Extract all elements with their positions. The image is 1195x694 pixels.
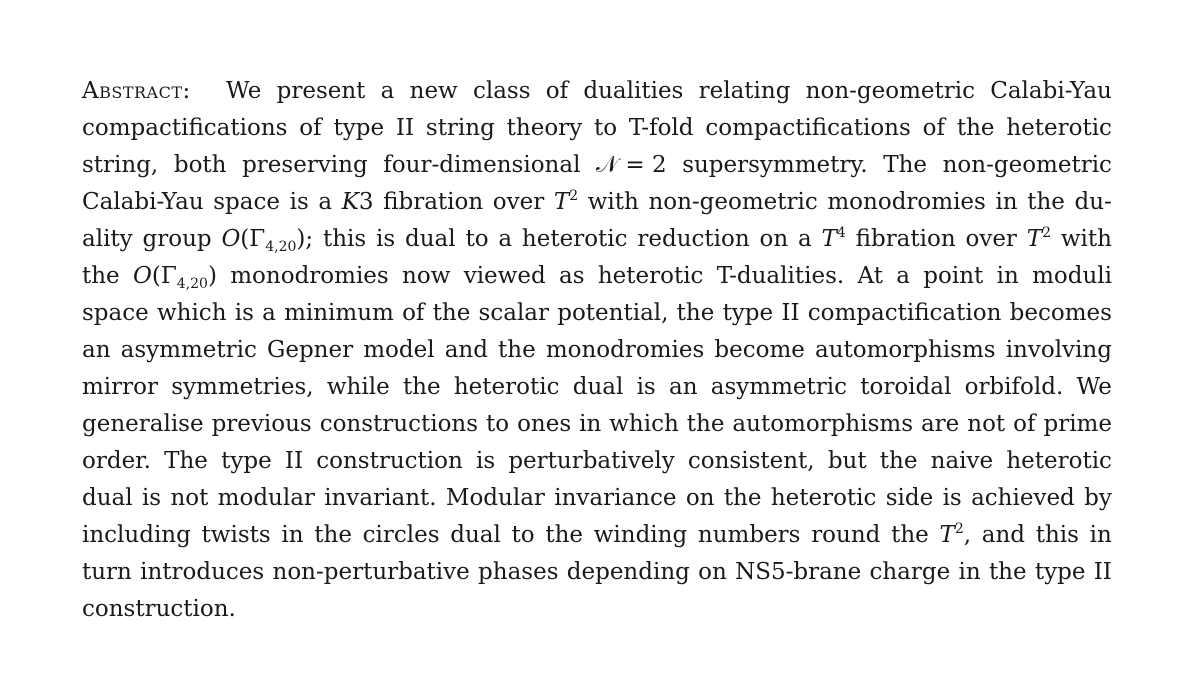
word: viewed	[463, 263, 546, 289]
word: reduction	[637, 226, 750, 252]
abstract-line-13	[82, 517, 1112, 554]
abstract-line-4	[82, 184, 1112, 221]
math-exponent: 2	[569, 188, 579, 204]
math-t2	[1027, 221, 1051, 258]
word: involving	[1005, 337, 1112, 363]
word: string	[425, 115, 495, 141]
abstract-line-1	[82, 73, 1112, 110]
word: the	[988, 559, 1027, 585]
word: non-geometric	[805, 78, 975, 104]
word: invariance	[554, 485, 677, 511]
word: but	[827, 448, 867, 474]
word: an	[669, 374, 698, 400]
word: in	[995, 189, 1018, 215]
word: is	[376, 226, 396, 252]
math-t2: $T^2$,	[939, 521, 972, 548]
word: compactifications	[82, 115, 288, 141]
word: model	[363, 337, 435, 363]
word: which	[156, 300, 227, 326]
abstract-line-6	[82, 258, 1112, 295]
word: this	[322, 226, 367, 252]
word: generalise	[82, 411, 204, 437]
word: achieved	[971, 485, 1075, 511]
math-symbol: )	[207, 263, 217, 289]
word: relating	[698, 78, 791, 104]
word: asymmetric	[120, 337, 257, 363]
abstract-line-5	[82, 221, 1112, 258]
word: depending	[566, 559, 690, 585]
word: is	[942, 485, 962, 511]
word: naive	[930, 448, 994, 474]
word: monodromies	[545, 337, 705, 363]
abstract-line-8	[82, 332, 1112, 369]
word: ality	[82, 226, 133, 252]
word: over	[492, 189, 545, 215]
word: prime	[1043, 411, 1112, 437]
word: of	[402, 300, 425, 326]
word: the	[498, 337, 536, 363]
word: modular	[217, 485, 315, 511]
word: to	[465, 226, 489, 252]
word: the	[879, 448, 918, 474]
math-symbol: T	[939, 522, 955, 548]
word: the	[432, 300, 471, 326]
word: of	[299, 115, 322, 141]
word: a	[318, 189, 333, 215]
word: is	[475, 448, 496, 474]
math-k3	[342, 184, 374, 221]
abstract-heading: Abstract:	[82, 78, 191, 104]
word: by	[1084, 485, 1112, 511]
word: in	[1089, 522, 1112, 548]
word: type	[722, 300, 774, 326]
word: in	[996, 263, 1019, 289]
math-symbol: )	[296, 226, 306, 252]
word: non-perturbative	[272, 559, 470, 585]
word: dual	[450, 522, 501, 548]
word: compactification	[807, 300, 1002, 326]
word: minimum	[284, 300, 394, 326]
word: not	[967, 411, 1006, 437]
word: and	[444, 337, 488, 363]
word: supersymmetry.	[682, 152, 868, 178]
word: The	[164, 448, 208, 474]
word: Modular	[445, 485, 545, 511]
word: toroidal	[860, 374, 952, 400]
word: a	[380, 78, 395, 104]
word: charge	[869, 559, 951, 585]
word: side	[885, 485, 934, 511]
word: of	[922, 115, 945, 141]
word: on	[759, 226, 789, 252]
word: heterotic	[1006, 448, 1112, 474]
word: the	[402, 374, 441, 400]
word: mirror	[82, 374, 158, 400]
math-symbol: O	[132, 263, 152, 289]
math-t2	[554, 184, 578, 221]
word: the	[723, 485, 762, 511]
word: a	[896, 263, 910, 289]
abstract-line-9	[82, 369, 1112, 406]
word: in	[958, 559, 981, 585]
word: scalar	[478, 300, 550, 326]
word: point	[923, 263, 984, 289]
word: non-geometric	[942, 152, 1112, 178]
word: while	[326, 374, 390, 400]
word: which	[609, 411, 679, 437]
math-symbol: (Γ	[240, 226, 266, 252]
abstract-line-10	[82, 406, 1112, 443]
word: heterotic	[521, 226, 628, 252]
word: consistent,	[687, 448, 815, 474]
word: the	[1027, 189, 1065, 215]
math-exponent: 4	[836, 225, 846, 241]
abstract-line-3	[82, 147, 1112, 184]
math-t4	[822, 221, 846, 258]
word: not	[170, 485, 209, 511]
word: round	[811, 522, 881, 548]
word: constructions	[319, 411, 479, 437]
word: in	[579, 411, 602, 437]
math-expression: 𝒩 = 2	[596, 152, 667, 178]
word: fibration	[855, 226, 956, 252]
abstract-line-14	[82, 554, 1112, 591]
word: automorphisms	[732, 411, 913, 437]
word: on	[698, 559, 727, 585]
word: moduli	[1032, 263, 1112, 289]
word: with	[1060, 226, 1112, 252]
word: including	[82, 522, 191, 548]
word: order.	[82, 448, 151, 474]
word: are	[920, 411, 960, 437]
word: previous	[211, 411, 312, 437]
abstract-line-11	[82, 443, 1112, 480]
word: preserving	[242, 152, 368, 178]
word: of	[545, 78, 569, 104]
word: with	[587, 189, 639, 215]
word: Calabi-Yau	[990, 78, 1112, 104]
word: T-fold	[628, 115, 694, 141]
word: to	[486, 411, 510, 437]
word: introduces	[140, 559, 265, 585]
word: T-dualities.	[716, 263, 845, 289]
math-exponent: 2	[1042, 225, 1052, 241]
word: invariant.	[324, 485, 437, 511]
word: over	[965, 226, 1017, 252]
math-symbol: (Γ	[151, 263, 177, 289]
word: new	[409, 78, 458, 104]
word: phases	[478, 559, 559, 585]
word: to	[594, 115, 618, 141]
word: group	[142, 226, 212, 252]
word: turn	[82, 559, 132, 585]
abstract	[82, 73, 1112, 628]
word: At	[857, 263, 883, 289]
word: fibration	[383, 189, 484, 215]
math-o-gamma	[133, 258, 217, 295]
word: monodromies	[827, 189, 986, 215]
word: in	[281, 522, 304, 548]
abstract-line-7	[82, 295, 1112, 332]
math-symbol: T	[1026, 226, 1043, 252]
word: Gepner	[266, 337, 354, 363]
word: the	[314, 522, 352, 548]
word: non-geometric	[648, 189, 818, 215]
word: on	[685, 485, 715, 511]
word: NS5-brane	[735, 559, 862, 585]
word: become	[714, 337, 805, 363]
word: ones	[517, 411, 572, 437]
word: type	[1034, 559, 1086, 585]
word: compactifications	[705, 115, 911, 141]
word: numbers	[697, 522, 801, 548]
math-subscript: 4,20	[265, 239, 297, 255]
word: a	[498, 226, 513, 252]
abstract-line-15	[82, 591, 1112, 628]
word: and	[981, 522, 1025, 548]
word: this	[1035, 522, 1079, 548]
math-symbol: T	[821, 226, 837, 252]
math-symbol: K	[341, 189, 359, 215]
word: becomes	[1009, 300, 1112, 326]
word: the	[686, 411, 725, 437]
word: heterotic	[597, 263, 704, 289]
word: II	[781, 300, 800, 326]
word: a	[797, 226, 812, 252]
word: dual	[405, 226, 456, 252]
word: the	[956, 115, 995, 141]
word: The	[883, 152, 928, 178]
word: space	[213, 189, 280, 215]
word: string,	[82, 152, 159, 178]
math-symbol: T	[553, 189, 570, 215]
word: is	[289, 189, 309, 215]
word: an	[82, 337, 111, 363]
word: heterotic	[453, 374, 560, 400]
word: now	[402, 263, 451, 289]
word: We	[226, 78, 262, 104]
word: winding	[593, 522, 688, 548]
word: symmetries,	[171, 374, 314, 400]
abstract-line-12	[82, 480, 1112, 517]
word: is	[636, 374, 656, 400]
word: dual	[82, 485, 133, 511]
math-symbol: O	[221, 226, 241, 252]
word: potential,	[557, 300, 669, 326]
word: II	[1093, 559, 1112, 585]
word: theory	[506, 115, 583, 141]
word: is	[234, 300, 254, 326]
word: automorphisms	[815, 337, 996, 363]
word: as	[559, 263, 585, 289]
math-exponent: 2	[954, 521, 964, 537]
word: class	[472, 78, 531, 104]
math-number: 3	[358, 189, 374, 215]
word: to	[511, 522, 535, 548]
word: the	[545, 522, 584, 548]
word: heterotic	[770, 485, 877, 511]
word: Calabi-Yau	[82, 189, 204, 215]
word: of	[1013, 411, 1036, 437]
word: orbifold.	[964, 374, 1064, 400]
word: type	[221, 448, 272, 474]
word: du-	[1074, 189, 1112, 215]
math-o-gamma: $O(\Gamma_{4,20})$;	[221, 226, 314, 255]
word: type	[333, 115, 385, 141]
word: We	[1076, 374, 1112, 400]
word: II	[395, 115, 415, 141]
word: twists	[201, 522, 271, 548]
word: circles	[362, 522, 440, 548]
word: both	[173, 152, 227, 178]
word: a	[262, 300, 276, 326]
word: construction	[316, 448, 463, 474]
word: space	[82, 300, 149, 326]
word: heterotic	[1006, 115, 1112, 141]
word: the	[82, 263, 120, 289]
math-subscript: 4,20	[176, 276, 208, 292]
word: dual	[572, 374, 624, 400]
word: II	[284, 448, 304, 474]
word: asymmetric	[710, 374, 847, 400]
word: monodromies	[230, 263, 389, 289]
word: construction.	[82, 596, 236, 622]
word: perturbatively	[508, 448, 675, 474]
word: is	[141, 485, 162, 511]
word: dualities	[583, 78, 684, 104]
abstract-line-2	[82, 110, 1112, 147]
word: present	[276, 78, 366, 104]
word: the	[676, 300, 715, 326]
word: the	[891, 522, 929, 548]
word: four-dimensional	[383, 152, 581, 178]
